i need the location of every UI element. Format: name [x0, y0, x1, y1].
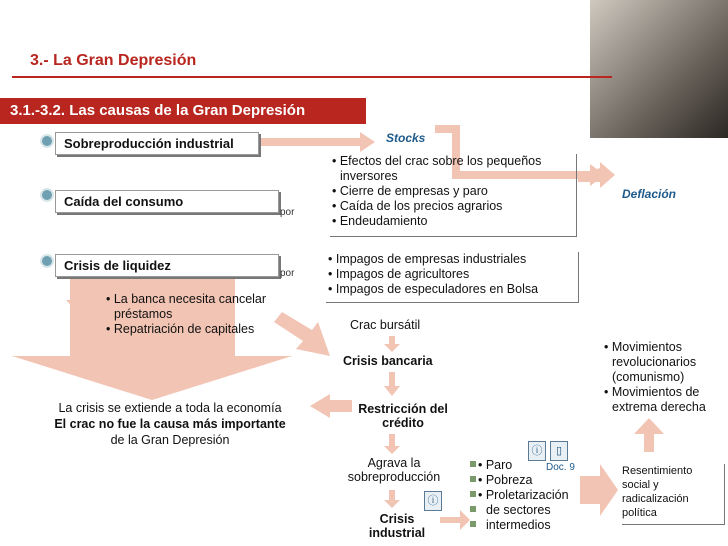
movimientos-item: • Movimientos de extrema derecha — [604, 385, 706, 414]
square-bullet-4 — [470, 506, 476, 512]
cause-liquidez: Crisis de liquidez — [55, 254, 279, 277]
crac-down-arrow — [384, 336, 400, 352]
deflacion-label: Deflación — [622, 187, 677, 201]
banca-list — [104, 292, 290, 337]
efectos-item: • Endeudamiento — [332, 214, 428, 228]
cause-sobreproduccion: Sobreproducción industrial — [55, 132, 259, 155]
efectos_sociales-item: • Pobreza — [478, 473, 533, 487]
info-icon[interactable]: ⓘ — [424, 491, 442, 511]
efectos_sociales-item: • Proletarización de sectores intermedios — [478, 488, 569, 532]
subtitle: 3.1.-3.2. Las causas de la Gran Depresión — [10, 102, 306, 119]
restriccion-credito: Restricción del crédito — [358, 402, 448, 430]
impagos-item: • Impagos de empresas industriales — [328, 252, 527, 266]
movimientos-list — [602, 340, 726, 415]
bancaria-down-arrow — [384, 372, 400, 396]
banca-item: • La banca necesita cancelar préstamos — [106, 292, 267, 321]
crisis-industrial: Crisis industrial — [368, 512, 426, 540]
doc-label[interactable]: Doc. 9 — [546, 462, 575, 473]
efectos-item: • Caída de los precios agrarios — [332, 199, 503, 213]
document-icon[interactable]: ⓘ — [528, 441, 546, 461]
square-bullet-2 — [470, 476, 476, 482]
resentimiento-box: Resentimiento social y radicalización política — [622, 464, 725, 525]
restriccion-down-arrow — [384, 434, 400, 454]
movimientos-item: • Movimientos revolucionarios (comunismo) — [604, 340, 697, 384]
por-label-2: por — [280, 268, 295, 279]
square-bullet-3 — [470, 491, 476, 497]
efectos-item: • Efectos del crac sobre los pequeños inversores — [332, 154, 542, 183]
page-title: 3.- La Gran Depresión — [30, 52, 197, 69]
banca-item: • Repatriación de capitales — [106, 322, 255, 336]
restriccion-left-arrow — [310, 394, 352, 418]
stocks-arrow — [258, 132, 375, 152]
cause-bullet-1 — [40, 134, 54, 148]
conclusion-line-3: de la Gran Depresión — [110, 433, 230, 447]
por-label-1: por — [280, 207, 295, 218]
efectos_sociales-item: • Paro — [478, 458, 513, 472]
crac-bursatil: Crac bursátil — [350, 318, 421, 332]
industrial-right-arrow — [440, 510, 470, 530]
impagos-item: • Impagos de agricultores — [328, 267, 470, 281]
cause-bullet-3 — [40, 254, 54, 268]
agrava-down-arrow — [384, 490, 400, 508]
page-icon[interactable]: ▯ — [550, 441, 568, 461]
stocks-label: Stocks — [386, 131, 426, 145]
conclusion-line-2: El crac no fue la causa más importante — [54, 417, 286, 431]
agrava-sobreproduccion: Agrava la sobreproducción — [347, 456, 441, 484]
efectos-list — [330, 154, 577, 237]
movimientos-up-arrow — [634, 418, 664, 452]
deflacion-arrow — [578, 162, 615, 188]
social-right-arrow — [580, 464, 618, 516]
conclusion-line-1: La crisis se extiende a toda la economía — [58, 401, 282, 415]
impagos-list — [326, 252, 579, 303]
cause-consumo: Caída del consumo — [55, 190, 279, 213]
square-bullet-5 — [470, 521, 476, 527]
impagos-item: • Impagos de especuladores en Bolsa — [328, 282, 539, 296]
conclusion-block — [30, 400, 310, 448]
square-bullet-1 — [470, 461, 476, 467]
crisis-bancaria: Crisis bancaria — [343, 354, 433, 368]
cause-bullet-2 — [40, 188, 54, 202]
efectos-item: • Cierre de empresas y paro — [332, 184, 488, 198]
